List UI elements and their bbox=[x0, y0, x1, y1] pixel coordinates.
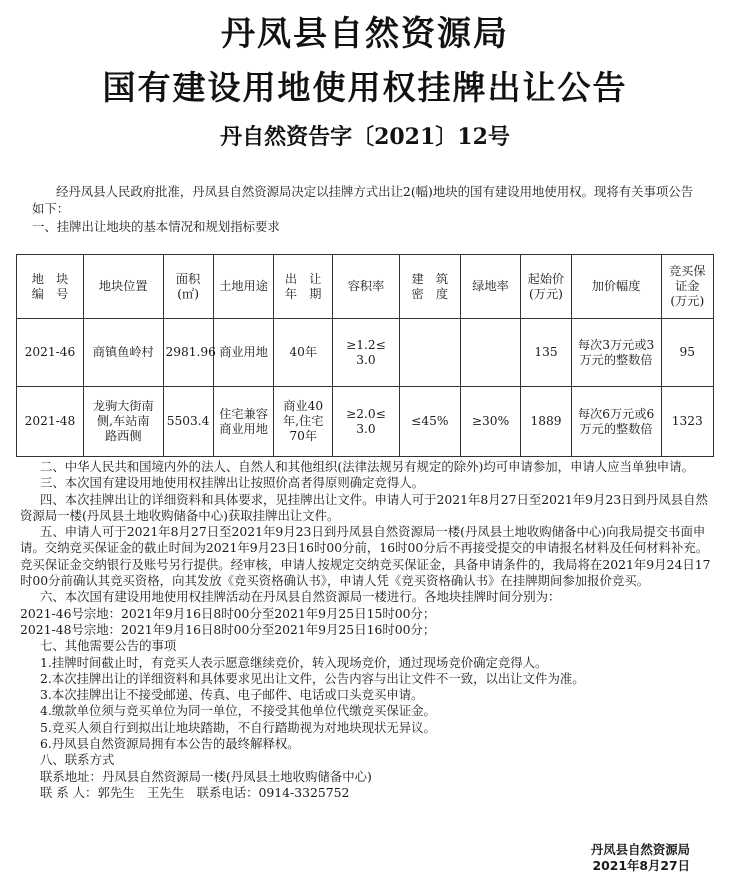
intro-paragraph: 经丹凤县人民政府批准，丹凤县自然资源局决定以挂牌方式出让2(幅)地块的国有建设用地使用权。现将有关事项公告如下： bbox=[32, 184, 694, 216]
table-cell: 商业40 年,住宅 70年 bbox=[274, 387, 333, 457]
table-cell: 商业用地 bbox=[213, 319, 274, 387]
table-cell: 1889 bbox=[521, 387, 571, 457]
table-cell: 1323 bbox=[661, 387, 713, 457]
section-7-item: 4.缴款单位须与竞买单位为同一单位，不接受其他单位代缴竞买保证金。 bbox=[40, 703, 436, 719]
section-7-item: 1.挂牌时间截止时，有竞买人表示愿意继续竞价，转入现场竞价，通过现场竞价确定竞得人。 bbox=[40, 654, 548, 670]
table-header-cell: 建 筑 密 度 bbox=[399, 255, 460, 319]
table-header-cell: 地 块 编 号 bbox=[17, 255, 84, 319]
section-2: 二、中华人民共和国境内外的法人、自然人和其他组织(法律法规另有规定的除外)均可申请参加，申请人应当单独申请。 bbox=[40, 459, 694, 474]
section-4: 四、本次挂牌出让的详细资料和具体要求，见挂牌出让文件。申请人可于2021年8月27日至2021年9月23日到丹凤县自然资源局一楼(丹凤县土地收购储备中心)获取挂牌出让文件。 bbox=[20, 491, 708, 523]
table-cell: 住宅兼容 商业用地 bbox=[213, 387, 274, 457]
section-3: 三、本次国有建设用地使用权挂牌出让按照价高者得原则确定竞得人。 bbox=[40, 475, 425, 491]
table-header-cell: 起始价 (万元) bbox=[521, 255, 571, 319]
signature-org: 丹凤县自然资源局 bbox=[590, 842, 690, 857]
section-6: 六、本次国有建设用地使用权挂牌活动在丹凤县自然资源局一楼进行。各地块挂牌时间分别为： bbox=[40, 589, 561, 605]
plot-table bbox=[16, 254, 714, 457]
table-cell: 2021-46 bbox=[17, 319, 84, 387]
section-6-plot-48: 2021-48号宗地：2021年9月16日8时00分至2021年9月25日16时00分； bbox=[20, 621, 436, 637]
table-cell: 95 bbox=[661, 319, 713, 387]
contact-address: 联系地址：丹凤县自然资源局一楼(丹凤县土地收购储备中心) bbox=[40, 768, 372, 784]
section-5: 五、申请人可于2021年8月27日至2021年9月23日到丹凤县自然资源局一楼(丹凤县土地收购储备中心)向我局提交书面申请。交纳竞买保证金的截止时间为2021年9月23日16时00分前，16时00分后不再接受提交的申请报名材料及任何材料补充。竞买保证金交纳银行及账号另行提供。经审核，申请人按规定交纳竞买保证金，具备申请条件的，我局将在2021年9月24日17时00分前确认其竞买资格，向其发放《竞买资格确认书》，申请人凭《竞买资格确认书》在挂牌期间参加报价竞买。 bbox=[20, 524, 711, 589]
section-1-title: 一、挂牌出让地块的基本情况和规划指标要求 bbox=[32, 219, 280, 234]
section-7-item: 3.本次挂牌出让不接受邮递、传真、电子邮件、电话或口头竞买申请。 bbox=[40, 687, 424, 703]
document-number: 丹自然资告字〔2021〕12号 bbox=[220, 124, 510, 150]
table-cell: 40年 bbox=[274, 319, 333, 387]
table-header-cell: 地块位置 bbox=[83, 255, 163, 319]
table-cell bbox=[460, 319, 521, 387]
table-cell: 2981.96 bbox=[163, 319, 213, 387]
table-header-cell: 竞买保 证金 (万元) bbox=[661, 255, 713, 319]
table-cell: ≥1.2≤ 3.0 bbox=[333, 319, 400, 387]
table-row bbox=[17, 387, 714, 457]
table-cell: 135 bbox=[521, 319, 571, 387]
contact-person: 联 系 人：郭先生 王先生 联系电话：0914-3325752 bbox=[40, 784, 350, 800]
section-7-title: 七、其他需要公告的事项 bbox=[40, 638, 177, 654]
table-row bbox=[17, 319, 714, 387]
table-header-cell: 容积率 bbox=[333, 255, 400, 319]
title-line-1: 丹凤县自然资源局 bbox=[221, 14, 509, 54]
table-header-cell: 加价幅度 bbox=[571, 255, 661, 319]
section-7-item: 6.丹凤县自然资源局拥有本公告的最终解释权。 bbox=[40, 736, 300, 752]
table-cell: 5503.4 bbox=[163, 387, 213, 457]
table-cell: ≥2.0≤ 3.0 bbox=[333, 387, 400, 457]
signature-date: 2021年8月27日 bbox=[592, 858, 690, 873]
table-header-cell: 绿地率 bbox=[460, 255, 521, 319]
table-cell bbox=[399, 319, 460, 387]
section-7-item: 5.竞买人须自行到拟出让地块踏勘，不自行踏勘视为对地块现状无异议。 bbox=[40, 719, 436, 735]
section-7-item: 2.本次挂牌出让的详细资料和具体要求见出让文件，公告内容与出让文件不一致，以出让文件为准。 bbox=[40, 670, 585, 686]
table-cell: 每次3万元或3 万元的整数倍 bbox=[571, 319, 661, 387]
table-header-cell: 土地用途 bbox=[213, 255, 274, 319]
signature-block bbox=[591, 842, 690, 874]
table-cell: 2021-48 bbox=[17, 387, 84, 457]
table-cell: 龙驹大街南 侧,车站南 路西侧 bbox=[83, 387, 163, 457]
title-line-2: 国有建设用地使用权挂牌出让公告 bbox=[102, 68, 628, 107]
table-cell: ≤45% bbox=[399, 387, 460, 457]
section-8-title: 八、联系方式 bbox=[40, 752, 115, 768]
table-header-row bbox=[17, 255, 714, 319]
section-6-plot-46: 2021-46号宗地：2021年9月16日8时00分至2021年9月25日15时00分； bbox=[20, 605, 436, 621]
table-cell: 商镇鱼岭村 bbox=[83, 319, 163, 387]
table-header-cell: 出 让 年 期 bbox=[274, 255, 333, 319]
table-header-cell: 面积 (㎡) bbox=[163, 255, 213, 319]
table-cell: ≥30% bbox=[460, 387, 521, 457]
table-cell: 每次6万元或6 万元的整数倍 bbox=[571, 387, 661, 457]
notice-body bbox=[20, 459, 718, 801]
